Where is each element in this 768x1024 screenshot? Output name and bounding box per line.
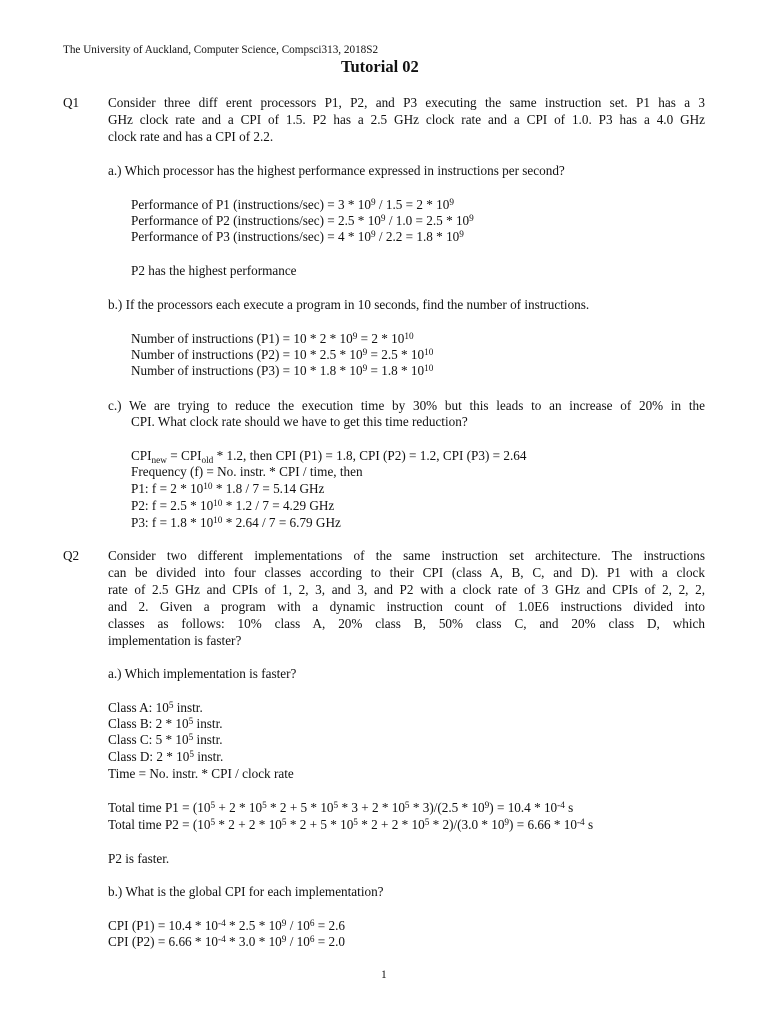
q2b-work-line: CPI $(P1) = 10.4 * 10^{-4} * 2.5 * 10^9 / 10^6 = 2.6$ [108, 917, 345, 933]
q2a-work-line: Class C: $5 * 10^5$ instr. [108, 731, 223, 747]
q2a-total-line: Total time $P1 = (10^5 + 2 * 10^5 * 2 + 5 * 10^5 * 3 + 2 * 10^5 * 3)/(2.5 * 10^9) = 10.4 * 10^{-4}$ s [108, 799, 574, 815]
q2a-work-line: Class B: $2 * 10^5$ instr. [108, 715, 223, 731]
q1a-work-line: Performance of P3 (instructions/sec) = $4 * 10^9 / 2.2 = 1.8 * 10^9$ [131, 228, 464, 244]
q2-intro-line: can be divided into four classes according to their CPI (class A, B, C, and D). P1 with a clock [108, 565, 705, 580]
q1a-work-line: Performance of P1 (instructions/sec) = $3 * 10^9 / 1.5 = 2 * 10^9$ [131, 196, 454, 212]
q2-label: Q2 [63, 548, 80, 563]
q1c-question-line: CPI. What clock rate should we have to get this time reduction? [131, 414, 468, 429]
q1b-work-line: Number of instructions $(P3) = 10 * 1.8 * 10^9 = 1.8 * 10^{10}$ [131, 362, 434, 378]
q1b-work-line: Number of instructions $(P2) = 10 * 2.5 * 10^9 = 2.5 * 10^{10}$ [131, 346, 434, 362]
q1-intro-line: Consider three diff erent processors P1, P2, and P3 executing the same instruction set. P1 has a 3 [108, 95, 705, 110]
q2b-question: b.) What is the global CPI for each implementation? [108, 884, 384, 899]
q2b-work-line: CPI $(P2) = 6.66 * 10^{-4} * 3.0 * 10^9 / 10^6 = 2.0$ [108, 933, 345, 949]
page-title: Tutorial 02 [341, 57, 419, 76]
q1c-work-line: P1: $f = 2 * 10^{10} * 1.8 / 7 = 5.14$ GHz [131, 480, 325, 496]
q2-intro-line: Consider two different implementations of the same instruction set architecture. The instructions [108, 548, 705, 563]
q2a-work-line: Time = No. instr. * CPI / clock rate [108, 766, 294, 781]
q2-intro-line: implementation is faster? [108, 633, 242, 648]
page-header: The University of Auckland, Computer Science, Compsci313, 2018S2 [63, 44, 379, 56]
q2a-answer: P2 is faster. [108, 851, 170, 866]
q1c-work-line: P3: $f = 1.8 * 10^{10} * 2.64 / 7 = 6.79$ GHz [131, 514, 341, 530]
q1c-question-line: c.) We are trying to reduce the execution time by 30% but this leads to an increase of 20% in the [108, 398, 705, 413]
page-number: 1 [381, 969, 387, 981]
q2-intro-line: classes as follows: 10% class A, 20% class B, 50% class C, and 20% class D, which [108, 616, 705, 631]
q1-intro-line: GHz clock rate and a CPI of 1.5. P2 has a 2.5 GHz clock rate and a CPI of 1.0. P3 has a 4.0 GHz [108, 112, 705, 127]
q2a-total-line: Total time $P2 = (10^5 * 2 + 2 * 10^5 * 2 + 5 * 10^5 * 2 + 2 * 10^5 * 2)/(3.0 * 10^9) = 6.66 * 10^{-4}$ s [108, 816, 594, 832]
q2a-work-line: Class D: $2 * 10^5$ instr. [108, 748, 224, 764]
q2-intro-line: and 2. Given a program with a dynamic instruction count of 1.0E6 instructions divided into [108, 599, 705, 614]
q1a-answer: P2 has the highest performance [131, 263, 297, 278]
q2a-work-line: Class A: $10^5$ instr. [108, 699, 203, 715]
q1c-work-line: Frequency (f) = No. instr. * CPI / time, then [131, 464, 363, 479]
q1a-work-line: Performance of P2 (instructions/sec) = $2.5 * 10^9 / 1.0 = 2.5 * 10^9$ [131, 212, 474, 228]
q1c-work-line: P2: $f = 2.5 * 10^{10} * 1.2 / 7 = 4.29$ GHz [131, 497, 335, 513]
q1c-work-line: $CPI_{new} = CPI_{old} * 1.2$, then CPI (P1) = 1.8, CPI (P2) = 1.2, CPI (P3) = 2.64 [131, 448, 527, 465]
q1-intro-line: clock rate and has a CPI of 2.2. [108, 129, 274, 144]
q1b-question: b.) If the processors each execute a program in 10 seconds, find the number of instructions. [108, 297, 590, 312]
q2-intro-line: rate of 2.5 GHz and CPIs of 1, 2, 3, and 3, and P2 with a clock rate of 3 GHz and CPIs of 2, 2, 2, [108, 582, 705, 597]
q1b-work-line: Number of instructions $(P1) = 10 * 2 * 10^9 = 2 * 10^{10}$ [131, 330, 414, 346]
q2a-question: a.) Which implementation is faster? [108, 666, 297, 681]
q1-label: Q1 [63, 95, 80, 110]
q1a-question: a.) Which processor has the highest performance expressed in instructions per second? [108, 163, 565, 178]
